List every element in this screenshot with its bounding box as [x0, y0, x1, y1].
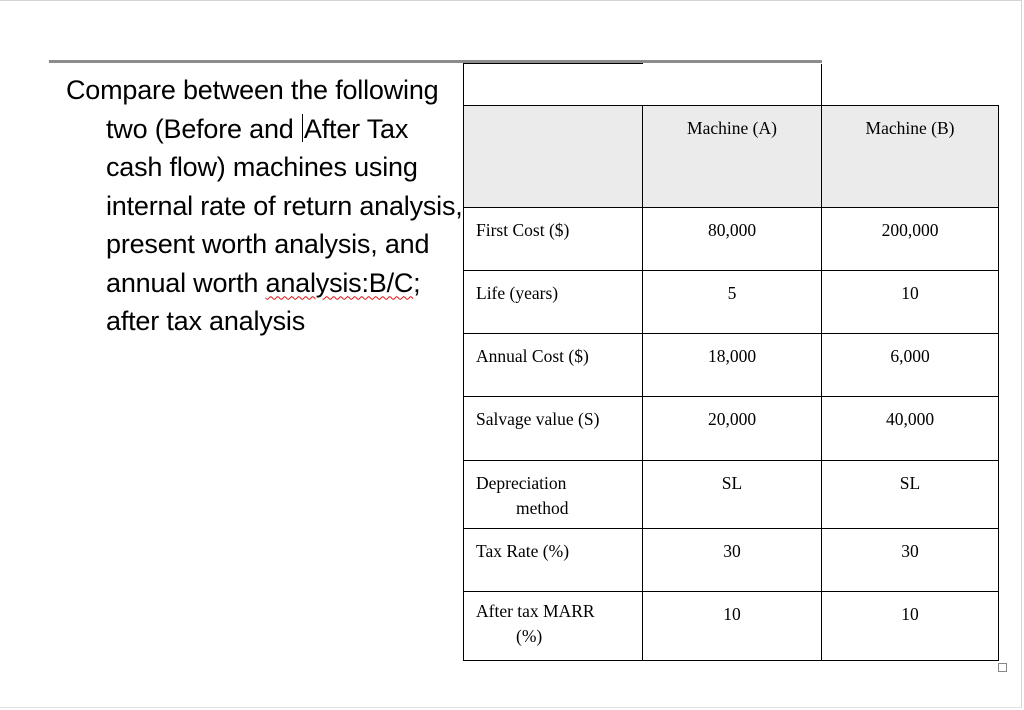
cell-value: 10	[901, 283, 919, 303]
header-machine-b-label: Machine (B)	[865, 118, 955, 138]
table-row	[464, 334, 999, 397]
row-label-after-tax-marr[interactable]	[464, 592, 643, 661]
row-label-tax-rate[interactable]	[464, 529, 643, 592]
table-caption-cell[interactable]	[464, 64, 643, 106]
cell-value: 18,000	[707, 346, 757, 366]
cell-value: SL	[721, 473, 743, 493]
table-row	[464, 208, 999, 271]
cell-life-b[interactable]	[822, 271, 999, 334]
table-caption-spacer	[643, 64, 822, 106]
cell-value: 30	[723, 541, 741, 561]
question-text-part2: After Tax cash flow) machines using internal rate of return analysis, present worth analysis, and annual worth	[106, 113, 463, 298]
row-label-text: Life (years)	[476, 283, 559, 303]
row-label-first-cost[interactable]	[464, 208, 643, 271]
cell-life-a[interactable]	[643, 271, 822, 334]
row-label-text: Salvage value (S)	[476, 409, 600, 429]
cell-after-tax-marr-b[interactable]	[822, 592, 999, 661]
table-caption-spacer	[822, 64, 999, 106]
cell-value: 6,000	[890, 346, 930, 366]
header-machine-a[interactable]	[643, 106, 822, 208]
row-label-life[interactable]	[464, 271, 643, 334]
table-header-row	[464, 106, 999, 208]
cell-tax-rate-a[interactable]	[643, 529, 822, 592]
machine-comparison-table	[463, 63, 999, 661]
cell-salvage-value-a[interactable]	[643, 397, 822, 461]
question-text-tail: ; after tax analysis	[106, 267, 421, 336]
cell-first-cost-b[interactable]	[822, 208, 999, 271]
cell-value: 20,000	[707, 409, 757, 429]
table-row	[464, 397, 999, 461]
row-label-annual-cost[interactable]	[464, 334, 643, 397]
resize-handle-icon[interactable]	[998, 663, 1007, 672]
cell-salvage-value-b[interactable]	[822, 397, 999, 461]
cell-value: 10	[723, 604, 741, 624]
machine-comparison-table-wrapper	[463, 63, 999, 661]
row-label-text-line1: After tax MARR	[476, 601, 595, 621]
cell-depreciation-b[interactable]	[822, 461, 999, 529]
cell-depreciation-a[interactable]	[643, 461, 822, 529]
cell-value: 10	[901, 604, 919, 624]
cell-tax-rate-b[interactable]	[822, 529, 999, 592]
cell-value: 30	[901, 541, 919, 561]
text-caret	[302, 114, 303, 142]
cell-first-cost-a[interactable]	[643, 208, 822, 271]
row-label-text-line2: (%)	[516, 626, 543, 646]
row-label-text-line2: method	[516, 498, 569, 518]
cell-after-tax-marr-a[interactable]	[643, 592, 822, 661]
row-label-text-line1: Depreciation	[476, 473, 567, 493]
question-text-part1: following two (Before and	[106, 75, 439, 144]
cell-value: SL	[899, 473, 921, 493]
row-label-text: Tax Rate (%)	[476, 541, 570, 561]
table-caption-row	[464, 64, 999, 106]
table-row	[464, 461, 999, 529]
row-label-text: First Cost ($)	[476, 220, 570, 240]
spellcheck-flagged-word[interactable]: analysis:B/C	[265, 267, 414, 298]
table-row	[464, 271, 999, 334]
header-machine-a-label: Machine (A)	[687, 118, 777, 138]
cell-value: 80,000	[707, 220, 757, 240]
cell-value: 5	[727, 283, 737, 303]
row-label-text: Annual Cost ($)	[476, 346, 589, 366]
cell-value: 40,000	[885, 409, 935, 429]
row-label-depreciation-method[interactable]	[464, 461, 643, 529]
question-line1: Compare between the	[66, 75, 328, 105]
question-text[interactable]	[66, 71, 466, 341]
cell-value: 200,000	[881, 220, 939, 240]
table-header-empty-cell[interactable]	[464, 106, 643, 208]
table-row	[464, 529, 999, 592]
table-row	[464, 592, 999, 661]
row-label-salvage-value[interactable]	[464, 397, 643, 461]
cell-annual-cost-b[interactable]	[822, 334, 999, 397]
cell-annual-cost-a[interactable]	[643, 334, 822, 397]
header-machine-b[interactable]	[822, 106, 999, 208]
